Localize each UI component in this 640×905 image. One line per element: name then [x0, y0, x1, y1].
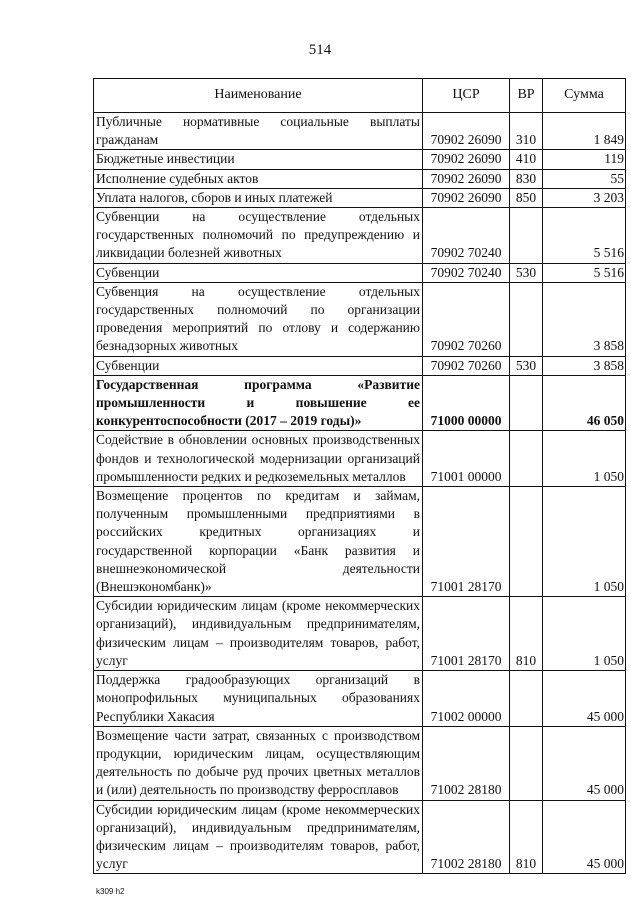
row-sum: 3 858 — [543, 282, 626, 356]
row-name: Исполнение судебных актов — [94, 169, 423, 188]
row-name: Субвенции — [94, 356, 423, 375]
footer-code: k309 h2 — [96, 887, 125, 896]
table-header-row — [94, 79, 626, 113]
row-csr: 70902 26090 — [423, 188, 510, 207]
row-sum: 5 516 — [543, 263, 626, 282]
row-vr: 530 — [510, 263, 543, 282]
row-csr: 70902 70240 — [423, 208, 510, 264]
row-name: Публичные нормативные социальные выплаты гражданам — [94, 113, 423, 150]
table-row — [94, 726, 626, 800]
row-vr — [510, 671, 543, 727]
row-vr — [510, 282, 543, 356]
row-vr — [510, 726, 543, 800]
row-sum: 3 203 — [543, 188, 626, 207]
row-vr: 410 — [510, 150, 543, 169]
row-name: Государственная программа «Развитие промышленности и повышение ее конкурентоспособности (2017 – 2019 годы)» — [94, 375, 423, 431]
row-csr: 71001 28170 — [423, 597, 510, 671]
table-row — [94, 671, 626, 727]
row-vr: 530 — [510, 356, 543, 375]
row-name: Уплата налогов, сборов и иных платежей — [94, 188, 423, 207]
row-sum: 1 050 — [543, 597, 626, 671]
header-csr: ЦСР — [423, 79, 510, 113]
row-name: Бюджетные инвестиции — [94, 150, 423, 169]
table-row — [94, 208, 626, 264]
row-csr: 71002 00000 — [423, 671, 510, 727]
row-name: Возмещение процентов по кредитам и займам, полученным промышленными предприятиями в российских кредитных организациях и государственной корпорации «Банк развития и внешнеэкономической деятельности (Внешэкономбанк)» — [94, 487, 423, 597]
row-name: Субсидии юридическим лицам (кроме некоммерческих организаций), индивидуальным предпринимателям, физическим лицам – производителям товаров, работ, услуг — [94, 597, 423, 671]
row-name: Возмещение части затрат, связанных с производством продукции, юридическим лицам, осуществляющим деятельность по добыче руд прочих цветных металлов и (или) деятельность по производству ферросплавов — [94, 726, 423, 800]
row-csr: 70902 70260 — [423, 282, 510, 356]
table-row — [94, 487, 626, 597]
row-csr: 71002 28180 — [423, 800, 510, 874]
row-name: Поддержка градообразующих организаций в монопрофильных муниципальных образованиях Республики Хакасия — [94, 671, 423, 727]
row-csr: 71001 28170 — [423, 487, 510, 597]
row-sum: 5 516 — [543, 208, 626, 264]
row-vr — [510, 375, 543, 431]
row-sum: 1 050 — [543, 431, 626, 487]
table-body — [94, 113, 626, 874]
header-vr: ВР — [510, 79, 543, 113]
row-sum: 119 — [543, 150, 626, 169]
row-sum: 45 000 — [543, 726, 626, 800]
row-csr: 71000 00000 — [423, 375, 510, 431]
row-vr: 830 — [510, 169, 543, 188]
row-name: Субсидии юридическим лицам (кроме некоммерческих организаций), индивидуальным предпринимателям, физическим лицам – производителям товаров, работ, услуг — [94, 800, 423, 874]
header-sum: Сумма — [543, 79, 626, 113]
table-row — [94, 800, 626, 874]
row-name: Субвенции — [94, 263, 423, 282]
row-csr: 70902 70240 — [423, 263, 510, 282]
table-row — [94, 169, 626, 188]
row-sum: 45 000 — [543, 800, 626, 874]
row-name: Содействие в обновлении основных производственных фондов и технологической модернизации организаций промышленности редких и редкоземельных металлов — [94, 431, 423, 487]
row-sum: 1 050 — [543, 487, 626, 597]
table-row — [94, 375, 626, 431]
row-sum: 45 000 — [543, 671, 626, 727]
row-csr: 71002 28180 — [423, 726, 510, 800]
table-row — [94, 150, 626, 169]
table-row — [94, 188, 626, 207]
row-vr: 850 — [510, 188, 543, 207]
table-row — [94, 263, 626, 282]
row-vr — [510, 208, 543, 264]
row-sum: 3 858 — [543, 356, 626, 375]
row-vr: 810 — [510, 800, 543, 874]
row-vr: 310 — [510, 113, 543, 150]
table-row — [94, 282, 626, 356]
row-sum: 46 050 — [543, 375, 626, 431]
row-name: Субвенция на осуществление отдельных государственных полномочий по организации проведения мероприятий по отлову и содержанию безнадзорных животных — [94, 282, 423, 356]
row-csr: 70902 26090 — [423, 113, 510, 150]
row-csr: 70902 70260 — [423, 356, 510, 375]
row-vr — [510, 487, 543, 597]
table-row — [94, 597, 626, 671]
row-csr: 70902 26090 — [423, 169, 510, 188]
row-vr — [510, 431, 543, 487]
page-number: 514 — [308, 42, 332, 58]
table-row — [94, 113, 626, 150]
header-name: Наименование — [94, 79, 423, 113]
budget-table — [93, 78, 626, 874]
row-sum: 1 849 — [543, 113, 626, 150]
table-row — [94, 431, 626, 487]
table-row — [94, 356, 626, 375]
row-sum: 55 — [543, 169, 626, 188]
row-name: Субвенции на осуществление отдельных государственных полномочий по предупреждению и ликвидации болезней животных — [94, 208, 423, 264]
row-csr: 70902 26090 — [423, 150, 510, 169]
row-csr: 71001 00000 — [423, 431, 510, 487]
row-vr: 810 — [510, 597, 543, 671]
